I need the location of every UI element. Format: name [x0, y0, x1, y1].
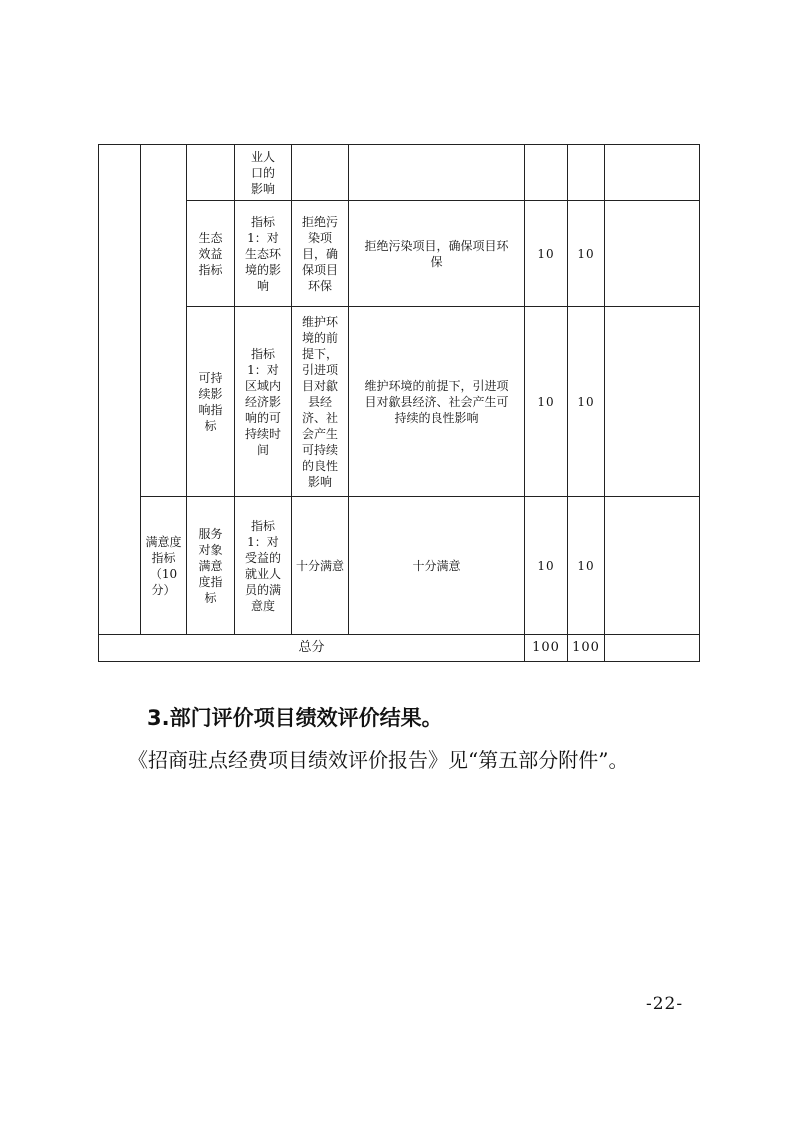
indicator-cell: 业人口的影响 — [235, 145, 292, 201]
table-row — [99, 201, 700, 307]
standard-cell: 维护环境的前提下，引进项目对歙县经济、社会产生可持续的良性影响 — [349, 307, 525, 497]
weight-cell — [525, 145, 568, 201]
total-row — [99, 635, 700, 662]
indicator-cell: 指标1：对区域内经济影响的可持续时间 — [235, 307, 292, 497]
blank-cell — [99, 145, 141, 635]
remark-cell — [605, 145, 700, 201]
standard-cell: 拒绝污染项目，确保项目环保 — [349, 201, 525, 307]
performance-table — [98, 144, 700, 662]
table-row — [99, 145, 700, 201]
section-paragraph: 《招商驻点经费项目绩效评价报告》见“第五部分附件”。 — [128, 748, 629, 772]
remark-cell — [605, 307, 700, 497]
weight-cell: 10 — [525, 201, 568, 307]
table-row — [99, 307, 700, 497]
score-cell: 10 — [568, 201, 605, 307]
score-cell — [568, 145, 605, 201]
page-number: -22- — [646, 994, 684, 1014]
standard-cell: 十分满意 — [349, 497, 525, 635]
weight-cell: 10 — [525, 307, 568, 497]
indicator-cell: 指标1：对受益的就业人员的满意度 — [235, 497, 292, 635]
weight-cell: 10 — [525, 497, 568, 635]
total-label: 总分 — [99, 635, 525, 662]
value-cell — [292, 145, 349, 201]
standard-cell — [349, 145, 525, 201]
value-cell: 十分满意 — [292, 497, 349, 635]
table-row — [99, 497, 700, 635]
value-cell: 维护环境的前提下，引进项目对歙县经济、社会产生可持续的良性影响 — [292, 307, 349, 497]
total-weight: 100 — [525, 635, 568, 662]
sub-category-cell: 可持续影响指标 — [187, 307, 235, 497]
value-cell: 拒绝污染项目，确保项目环保 — [292, 201, 349, 307]
remark-cell — [605, 497, 700, 635]
total-score: 100 — [568, 635, 605, 662]
remark-cell — [605, 201, 700, 307]
sub-category-cell — [187, 145, 235, 201]
indicator-cell: 指标1：对生态环境的影响 — [235, 201, 292, 307]
sub-category-cell: 生态效益指标 — [187, 201, 235, 307]
category-cell — [141, 145, 187, 497]
sub-category-cell: 服务对象满意度指标 — [187, 497, 235, 635]
section-heading: 3.部门评价项目绩效评价结果。 — [147, 706, 443, 730]
score-cell: 10 — [568, 497, 605, 635]
category-cell: 满意度指标（10分） — [141, 497, 187, 635]
remark-cell — [605, 635, 700, 662]
score-cell: 10 — [568, 307, 605, 497]
